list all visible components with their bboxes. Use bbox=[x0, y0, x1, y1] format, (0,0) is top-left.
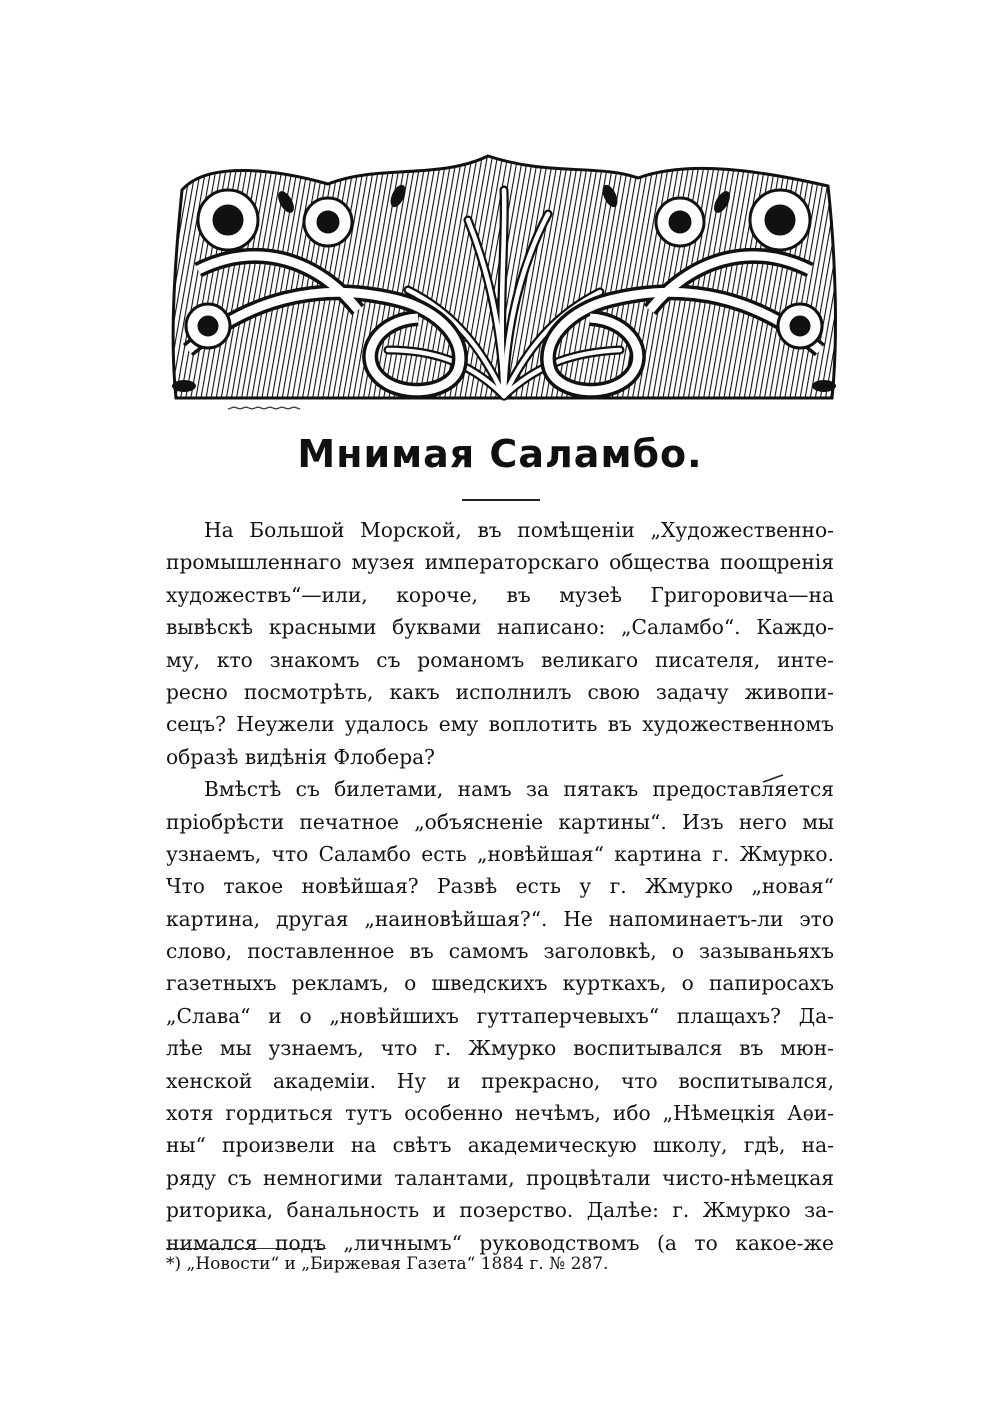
chapter-title: Мнимая Саламбо. bbox=[297, 432, 703, 476]
text-line: ны“ произвели на свѣтъ академическую школу, гдѣ, на- bbox=[166, 1133, 834, 1158]
text-line: лѣе мы узнаемъ, что г. Жмурко воспитывался въ мюн- bbox=[166, 1036, 834, 1061]
title-divider bbox=[462, 499, 540, 501]
text-line: Вмѣстѣ съ билетами, намъ за пятакъ предоставляется bbox=[204, 777, 834, 802]
text-line: риторика, банальность и позерство. Далѣе: г. Жмурко за- bbox=[166, 1198, 834, 1223]
text-line: сецъ? Неужели удалось ему воплотить въ художественномъ bbox=[166, 712, 834, 737]
text-line: вывѣскѣ красными буквами написано: „Саламбо“. Каждо- bbox=[166, 615, 834, 640]
text-line: му, кто знакомъ съ романомъ великаго писателя, инте- bbox=[166, 647, 834, 672]
footnote-divider bbox=[166, 1248, 326, 1249]
ornamental-headpiece-illustration bbox=[168, 150, 840, 402]
text-line: ряду съ немногими талантами, процвѣтали чисто-нѣмецкая bbox=[166, 1165, 834, 1190]
text-line: хенской академiи. Ну и прекрасно, что воспитывался, bbox=[166, 1068, 834, 1093]
text-line: промышленнаго музея императорскаго общества поощренiя bbox=[166, 550, 834, 575]
text-line: узнаемъ, что Саламбо есть „новѣйшая“ картина г. Жмурко. bbox=[166, 841, 834, 866]
text-line: Что такое новѣйшая? Развѣ есть у г. Жмурко „новая“ bbox=[166, 874, 834, 899]
text-line: нимался подъ „личнымъ“ руководствомъ (а то какое-же bbox=[166, 1230, 834, 1255]
text-line: слово, поставленное въ самомъ заголовкѣ, о зазываньяхъ bbox=[166, 939, 834, 964]
text-line: художествъ“—или, короче, въ музеѣ Григоровича—на bbox=[166, 582, 834, 607]
text-line: „Слава“ и о „новѣйшихъ гуттаперчевыхъ“ плащахъ? Да- bbox=[166, 1003, 834, 1028]
engraver-signature-mark bbox=[228, 404, 308, 412]
text-line: газетныхъ рекламъ, о шведскихъ курткахъ, о папиросахъ bbox=[166, 971, 834, 996]
text-line: ресно посмотрѣть, какъ исполнилъ свою задачу живопи- bbox=[166, 679, 834, 704]
text-line: картина, другая „наиновѣйшая?“. Не напоминаетъ-ли это bbox=[166, 906, 834, 931]
text-line: хотя гордиться тутъ особенно нечѣмъ, ибо „Нѣмецкiя Аѳи- bbox=[166, 1101, 834, 1126]
body-text bbox=[166, 514, 834, 1259]
text-line: На Большой Морской, въ помѣщенiи „Художественно- bbox=[204, 518, 834, 542]
footnote: *) „Новости“ и „Биржевая Газета“ 1884 г. № 287. bbox=[166, 1254, 609, 1274]
text-line: образѣ видѣнiя Флобера? bbox=[166, 744, 435, 769]
ink-speck bbox=[762, 774, 784, 784]
text-line: прiобрѣсти печатное „объясненiе картины“. Изъ него мы bbox=[166, 809, 834, 834]
